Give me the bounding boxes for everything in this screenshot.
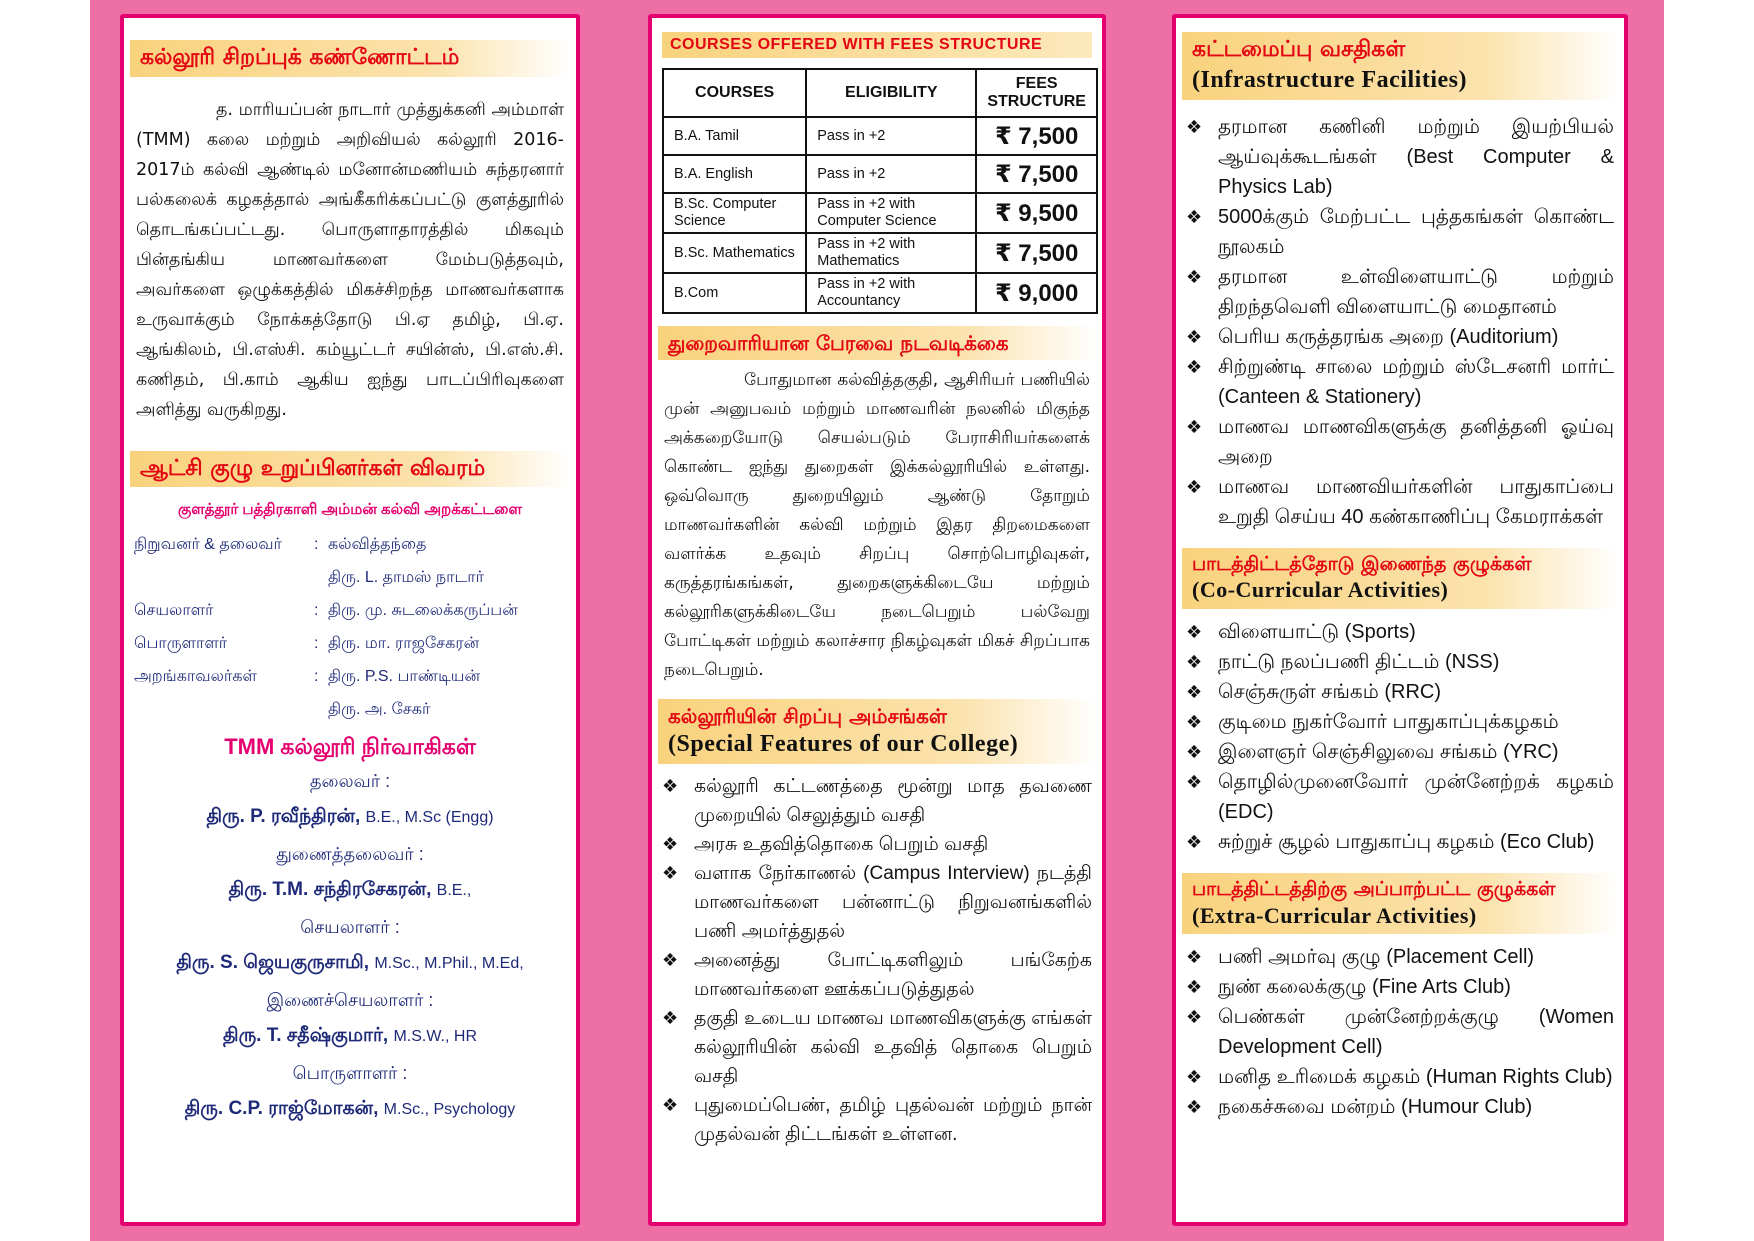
infra-text: தரமான உள்விளையாட்டு மற்றும் திறந்தவெளி விளையாட்டு மைதானம் (1218, 265, 1614, 318)
bullet-icon: ❖ (1186, 326, 1203, 347)
table-row (663, 233, 1097, 273)
dept-text: போதுமான கல்வித்தகுதி, ஆசிரியர் பணியில் முன் அனுபவம் மற்றும் மாணவரின் நலனில் மிகுந்த அக்கறையோடு செயல்படும் பேராசிரியர்களைக் கொண்ட ஐந்து துறைகள் இக்கல்லூரியில் உள்ளது. ஒவ்வொரு துறையிலும் ஆண்டு தோறும் மாணவர்களின் கல்வி மற்றும் இதர திறமைகளை வளர்க்க உதவும் சிறப்பு சொற்பொழிவுகள், கருத்தரங்கங்கள், துறைகளுக்கிடையே மற்றும் கல்லூரிகளுக்கிடையே நடைபெறும் பல்வேறு போட்டிகள் மற்றும் கலாச்சார நிகழ்வுகள் மிகச் சிறப்பாக நடைபெறும். (664, 370, 1090, 680)
header-fees: FEES STRUCTURE (976, 69, 1097, 117)
eligibility-cell: Pass in +2 (806, 155, 976, 193)
bullet-icon: ❖ (1186, 206, 1203, 227)
board-heading: ஆட்சி குழு உறுப்பினர்கள் விவரம் (130, 451, 570, 488)
admin-role: செயலாளர் : (300, 917, 400, 938)
feature-text: தகுதி உடைய மாணவ மாணவிகளுக்கு எங்கள் கல்லூரியின் கல்வி உதவித் தொகை பெறும் வசதி (694, 1008, 1092, 1088)
bullet-icon: ❖ (1186, 652, 1203, 673)
extra-text: நகைச்சுவை மன்றம் (Humour Club) (1218, 1096, 1533, 1119)
course-cell: B.Sc. Computer Science (663, 193, 806, 233)
extra-text: நுண் கலைக்குழு (Fine Arts Club) (1218, 976, 1511, 999)
co-text: செஞ்சுருள் சங்கம் (RRC) (1218, 681, 1441, 704)
eligibility-cell: Pass in +2 with Computer Science (806, 193, 976, 233)
member-role: அறங்காவலர்கள் (134, 668, 257, 686)
admin-qual: B.E., (436, 882, 472, 900)
extra-text: பெண்கள் முன்னேற்றக்குழு (Women Development Cell) (1218, 1006, 1614, 1059)
extra-list (1176, 942, 1624, 1122)
header-eligibility: ELIGIBILITY (806, 69, 976, 117)
member-role: செயலாளர் (134, 602, 214, 620)
panel-courses (648, 14, 1106, 1226)
member-sep: : (314, 635, 319, 653)
bullet-icon: ❖ (662, 1008, 679, 1029)
member-row (134, 594, 576, 627)
admin-name-line (124, 799, 576, 836)
list-item (1186, 767, 1614, 827)
bullet-icon: ❖ (662, 863, 679, 884)
features-heading (658, 699, 1096, 764)
co-text: விளையாட்டு (Sports) (1218, 621, 1416, 644)
eligibility-cell: Pass in +2 with Mathematics (806, 233, 976, 273)
list-item (1186, 972, 1614, 1002)
infra-text: மாணவ மாணவியர்களின் பாதுகாப்பை உறுதி செய்ய 40 கண்காணிப்பு கேமராக்கள் (1218, 475, 1614, 528)
overview-heading: கல்லூரி சிறப்புக் கண்ணோட்டம் (130, 40, 570, 77)
fee-cell: ₹ 7,500 (976, 155, 1097, 193)
co-text: தொழில்முனைவோர் முன்னேற்றக் கழகம் (EDC) (1218, 771, 1614, 824)
extra-heading-en: (Extra-Curricular Activities) (1192, 902, 1477, 928)
list-item (662, 1091, 1092, 1149)
bullet-icon: ❖ (1186, 476, 1203, 497)
member-role: பொருளாளர் (134, 635, 228, 653)
list-item (1186, 352, 1614, 412)
admin-name: திரு. S. ஜெயகுருசாமி, (176, 952, 370, 974)
fees-header-row (663, 69, 1097, 117)
co-text: நாட்டு நலப்பணி திட்டம் (NSS) (1218, 651, 1500, 674)
list-item (1186, 647, 1614, 677)
feature-text: புதுமைப்பெண், தமிழ் புதல்வன் மற்றும் நான் முதல்வன் திட்டங்கள் உள்ளன. (694, 1095, 1092, 1146)
admin-name-line (124, 1091, 576, 1128)
bullet-icon: ❖ (1186, 742, 1203, 763)
co-heading (1182, 548, 1618, 609)
bullet-icon: ❖ (1186, 772, 1203, 793)
feature-text: அனைத்து போட்டிகளிலும் பங்கேற்க மாணவர்களை ஊக்கப்படுத்துதல் (694, 950, 1092, 1001)
admin-role: தலைவர் : (309, 771, 391, 792)
bullet-icon: ❖ (1186, 356, 1203, 377)
list-item (1186, 677, 1614, 707)
list-item (1186, 262, 1614, 322)
table-row (663, 117, 1097, 155)
fee-cell: ₹ 7,500 (976, 117, 1097, 155)
bullet-icon: ❖ (1186, 947, 1203, 968)
feature-text: கல்லூரி கட்டணத்தை மூன்று மாத தவணை முறையில் செலுத்தும் வசதி (694, 776, 1092, 827)
course-cell: B.A. Tamil (663, 117, 806, 155)
fee-cell: ₹ 7,500 (976, 233, 1097, 273)
admin-title: TMM கல்லூரி நிர்வாகிகள் (224, 734, 476, 760)
trust-name: குளத்தூர் பத்திரகாளி அம்மன் கல்வி அறக்கட்டளை (178, 501, 522, 519)
bullet-icon: ❖ (1186, 832, 1203, 853)
table-row (663, 193, 1097, 233)
co-text: சுற்றுச் சூழல் பாதுகாப்பு கழகம் (Eco Club) (1218, 831, 1595, 854)
admin-name: திரு. C.P. ராஜ்மோகன், (184, 1098, 379, 1120)
admin-role: இணைச்செயலாளர் : (266, 990, 434, 1011)
members-list (124, 528, 576, 726)
infra-heading (1182, 32, 1618, 100)
admin-name-line (124, 872, 576, 909)
fees-table (662, 68, 1098, 314)
feature-text: வளாக நேர்காணல் (Campus Interview) நடத்தி மாணவர்களை பன்னாட்டு நிறுவனங்களில் பணி அமர்த்துதல் (694, 863, 1092, 943)
infra-text: பெரிய கருத்தரங்க அறை (Auditorium) (1218, 325, 1559, 348)
bullet-icon: ❖ (662, 1095, 679, 1116)
infra-heading-ta: கட்டமைப்பு வசதிகள் (1192, 37, 1406, 62)
extra-text: பணி அமர்வு குழு (Placement Cell) (1218, 946, 1535, 969)
eligibility-cell: Pass in +2 (806, 117, 976, 155)
list-item (1186, 737, 1614, 767)
admin-name: திரு. T.M. சந்திரசேகரன், (228, 879, 432, 901)
member-sep: : (314, 536, 319, 554)
bullet-icon: ❖ (1186, 1067, 1203, 1088)
course-cell: B.Sc. Mathematics (663, 233, 806, 273)
bullet-icon: ❖ (1186, 1007, 1203, 1028)
co-text: இளைஞர் செஞ்சிலுவை சங்கம் (YRC) (1218, 741, 1559, 764)
extra-heading (1182, 873, 1618, 934)
list-item (1186, 942, 1614, 972)
bullet-icon: ❖ (1186, 682, 1203, 703)
header-courses: COURSES (663, 69, 806, 117)
list-item (662, 1004, 1092, 1091)
course-cell: B.Com (663, 273, 806, 313)
member-name-extra: திரு. L. தாமஸ் நாடார் (328, 569, 484, 587)
eligibility-cell: Pass in +2 with Accountancy (806, 273, 976, 313)
member-sep: : (314, 668, 319, 686)
member-sep: : (314, 602, 319, 620)
member-role: நிறுவனர் & தலைவர் (134, 536, 282, 554)
overview-text: த. மாரியப்பன் நாடார் முத்துக்கனி அம்மாள் (TMM) கலை மற்றும் அறிவியல் கல்லூரி 2016-2017ம் கல்வி ஆண்டில் மனோன்மணியம் சுந்தரனார் பல்கலைக் கழகத்தால் அங்கீகரிக்கப்பட்டு குளத்தூரில் தொடங்கப்பட்டது. பொருளாதாரத்தில் மிகவும் பின்தங்கிய மாணவர்களை மேம்படுத்தவும், அவர்களை ஒழுக்கத்தில் மிகச்சிறந்த மாணவர்களாக உருவாக்கும் நோக்கத்தோடு பி.ஏ தமிழ், பி.ஏ. ஆங்கிலம், பி.எஸ்சி. கம்யூட்டர் சயின்ஸ், பி.எஸ்.சி. கணிதம், பி.காம் ஆகிய ஐந்து பாடப்பிரிவுகளை அளித்து வருகிறது. (136, 99, 564, 420)
co-text: குடிமை நுகர்வோர் பாதுகாப்புக்கழகம் (1218, 711, 1559, 734)
features-list (652, 772, 1102, 1149)
bullet-icon: ❖ (1186, 116, 1203, 137)
infra-text: 5000க்கும் மேற்பட்ட புத்தகங்கள் கொண்ட நூலகம் (1218, 205, 1614, 258)
list-item (1186, 1062, 1614, 1092)
admin-name: திரு. P. ரவீந்திரன், (206, 806, 361, 828)
extra-text: மனித உரிமைக் கழகம் (Human Rights Club) (1218, 1066, 1613, 1089)
admin-qual: B.E., M.Sc (Engg) (365, 809, 494, 827)
admin-qual: M.Sc., M.Phil., M.Ed, (374, 955, 524, 973)
member-row (134, 627, 576, 660)
list-item (1186, 322, 1614, 352)
panel-overview (120, 14, 580, 1226)
member-row (134, 528, 576, 561)
infra-heading-en: (Infrastructure Facilities) (1192, 66, 1467, 93)
list-item (662, 946, 1092, 1004)
admins-list (124, 763, 576, 1128)
infra-text: சிற்றுண்டி சாலை மற்றும் ஸ்டேசனரி மார்ட் (Canteen & Stationery) (1218, 355, 1614, 408)
admin-name-line (124, 945, 576, 982)
member-name: திரு. மு. சுடலைக்கருப்பன் (328, 602, 518, 620)
co-heading-ta: பாடத்திட்டத்தோடு இணைந்த குழுக்கள் (1192, 552, 1532, 575)
member-row (134, 660, 576, 693)
admin-name-line (124, 1018, 576, 1055)
features-heading-en: (Special Features of our College) (668, 731, 1019, 757)
infra-text: மாணவ மாணவிகளுக்கு தனித்தனி ஓய்வு அறை (1218, 415, 1614, 468)
member-name: திரு. மா. ராஜசேகரன் (328, 635, 480, 653)
member-name: கல்வித்தந்தை (328, 536, 427, 554)
bullet-icon: ❖ (662, 776, 679, 797)
co-list (1176, 617, 1624, 857)
admin-role: துணைத்தலைவர் : (276, 844, 424, 865)
list-item (662, 859, 1092, 946)
admin-qual: M.S.W., HR (393, 1028, 477, 1046)
list-item (1186, 112, 1614, 202)
list-item (1186, 472, 1614, 532)
list-item (662, 772, 1092, 830)
infra-list (1176, 112, 1624, 532)
bullet-icon: ❖ (1186, 1097, 1203, 1118)
member-name-extra: திரு. அ. சேகர் (328, 701, 431, 719)
bullet-icon: ❖ (1186, 977, 1203, 998)
table-row (663, 273, 1097, 313)
table-row (663, 155, 1097, 193)
infra-text: தரமான கணினி மற்றும் இயற்பியல் ஆய்வுக்கூடங்கள் (Best Computer & Physics Lab) (1218, 115, 1614, 198)
bullet-icon: ❖ (662, 834, 679, 855)
admin-qual: M.Sc., Psychology (383, 1101, 516, 1119)
bullet-icon: ❖ (662, 950, 679, 971)
list-item (1186, 617, 1614, 647)
dept-heading: துறைவாரியான பேரவை நடவடிக்கை (658, 326, 1096, 360)
member-name: திரு. P.S. பாண்டியன் (328, 668, 481, 686)
bullet-icon: ❖ (1186, 266, 1203, 287)
list-item (1186, 1092, 1614, 1122)
list-item (1186, 1002, 1614, 1062)
bullet-icon: ❖ (1186, 622, 1203, 643)
list-item (1186, 827, 1614, 857)
list-item (662, 830, 1092, 859)
extra-heading-ta: பாடத்திட்டத்திற்கு அப்பாற்பட்ட குழுக்கள் (1192, 878, 1556, 901)
list-item (1186, 202, 1614, 262)
admin-role: பொருளாளர் : (292, 1063, 408, 1084)
admin-name: திரு. T. சதீஷ்குமார், (223, 1025, 389, 1047)
features-heading-ta: கல்லூரியின் சிறப்பு அம்சங்கள் (668, 704, 947, 728)
course-cell: B.A. English (663, 155, 806, 193)
fee-cell: ₹ 9,000 (976, 273, 1097, 313)
fee-cell: ₹ 9,500 (976, 193, 1097, 233)
co-heading-en: (Co-Curricular Activities) (1192, 577, 1449, 603)
list-item (1186, 412, 1614, 472)
list-item (1186, 707, 1614, 737)
panel-facilities (1172, 14, 1628, 1226)
bullet-icon: ❖ (1186, 712, 1203, 733)
bullet-icon: ❖ (1186, 416, 1203, 437)
fees-title: COURSES OFFERED WITH FEES STRUCTURE (662, 32, 1092, 58)
feature-text: அரசு உதவித்தொகை பெறும் வசதி (694, 834, 989, 856)
